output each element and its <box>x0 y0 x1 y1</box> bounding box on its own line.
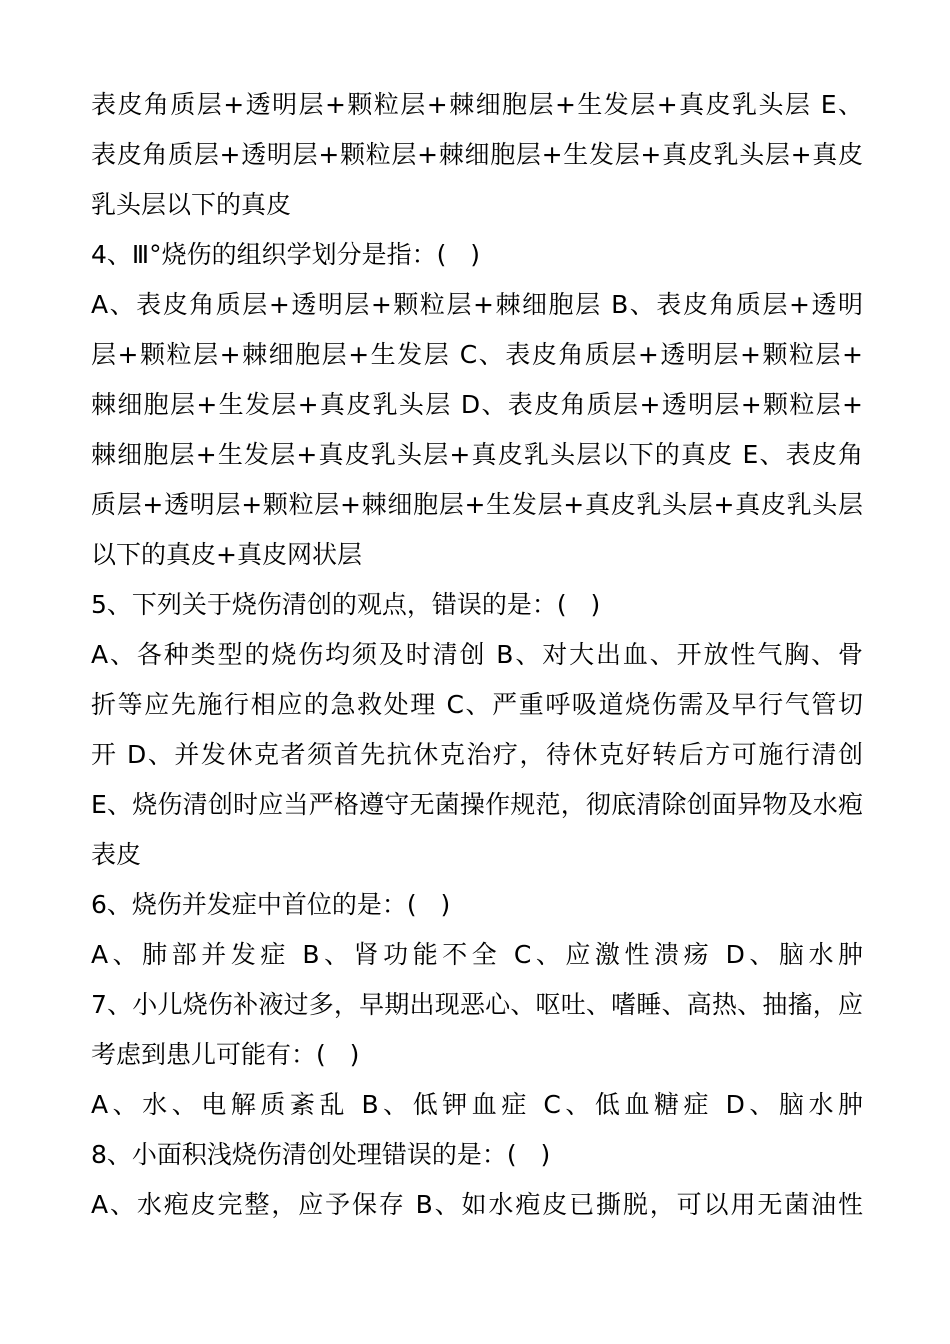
text-line-16: 表皮 <box>91 840 142 869</box>
text-line-3: 乳头层以下的真皮 <box>91 190 292 219</box>
text-line-23: A、水疱皮完整，应予保存 B、如水疱皮已撕脱，可以用无菌油性 <box>91 1190 863 1219</box>
question-5-title: 5、下列关于烧伤清创的观点，错误的是：( ) <box>91 590 601 619</box>
question-7-title: 7、小儿烧伤补液过多，早期出现恶心、呕吐、嗜睡、高热、抽搐，应 <box>91 990 863 1019</box>
text-line-12: A、各种类型的烧伤均须及时清创 B、对大出血、开放性气胸、骨 <box>91 640 863 669</box>
document-page <box>91 80 863 1230</box>
question-8-title: 8、小面积浅烧伤清创处理错误的是：( ) <box>91 1140 551 1169</box>
text-line-20: 考虑到患儿可能有：( ) <box>91 1040 360 1069</box>
text-line-9: 质层+透明层+颗粒层+棘细胞层+生发层+真皮乳头层+真皮乳头层 <box>91 490 863 519</box>
text-line-6: 层+颗粒层+棘细胞层+生发层 C、表皮角质层+透明层+颗粒层+ <box>91 340 863 369</box>
question-6-title: 6、烧伤并发症中首位的是：( ) <box>91 890 451 919</box>
text-line-15: E、烧伤清创时应当严格遵守无菌操作规范，彻底清除创面异物及水疱 <box>91 790 863 819</box>
text-line-7: 棘细胞层+生发层+真皮乳头层 D、表皮角质层+透明层+颗粒层+ <box>91 390 863 419</box>
question-6-options: A、肺部并发症 B、肾功能不全 C、应激性溃疡 D、脑水肿 <box>91 940 863 969</box>
question-4-title: 4、Ⅲ°烧伤的组织学划分是指：( ) <box>91 240 480 269</box>
text-line-5: A、表皮角质层+透明层+颗粒层+棘细胞层 B、表皮角质层+透明 <box>91 290 863 319</box>
text-line-1: 表皮角质层+透明层+颗粒层+棘细胞层+生发层+真皮乳头层 E、 <box>91 90 863 119</box>
text-line-10: 以下的真皮+真皮网状层 <box>91 540 362 569</box>
text-line-14: 开 D、并发休克者须首先抗休克治疗，待休克好转后方可施行清创 <box>91 740 863 769</box>
text-line-8: 棘细胞层+生发层+真皮乳头层+真皮乳头层以下的真皮 E、表皮角 <box>91 440 863 469</box>
question-7-options: A、水、电解质紊乱 B、低钾血症 C、低血糖症 D、脑水肿 <box>91 1090 863 1119</box>
text-line-2: 表皮角质层+透明层+颗粒层+棘细胞层+生发层+真皮乳头层+真皮 <box>91 140 863 169</box>
text-line-13: 折等应先施行相应的急救处理 C、严重呼吸道烧伤需及早行气管切 <box>91 690 863 719</box>
